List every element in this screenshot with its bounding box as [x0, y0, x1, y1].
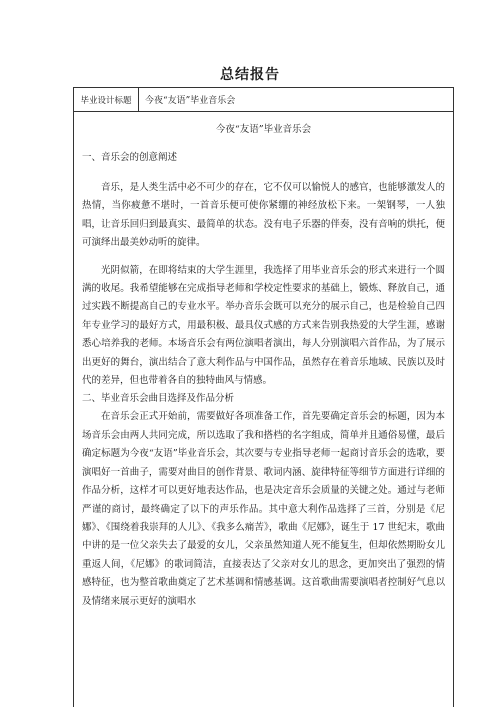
report-table [73, 87, 454, 707]
paragraph: 音乐，是人类生活中必不可少的存在，它不仅可以愉悦人的感官，也能够激发人的热情，当你疲惫不堪时，一首音乐便可使你紧绷的神经放松下来。一架钢琴，一人独唱，让音乐回归到最真实、最简单的状态。没有电子乐器的伴奏，没有音响的烘托，便可演绎出最美妙动听的旋律。 [82, 182, 445, 249]
paragraph: 光阴似箭，在即将结束的大学生涯里，我选择了用毕业音乐会的形式来进行一个圆满的收尾。我希望能够在完成指导老师和学校定性要求的基础上，锻炼、释放自己，通过实践不断提高自己的专业水平。举办音乐会既可以充分的展示自己，也是检验自己四年专业学习的最好方式，用最积极、最具仪式感的方式来告别我热爱的大学生涯，感谢悉心培养我的老师。本场音乐会有两位演唱者演出，每人分别演唱六首作品，为了展示出更好的舞台，演出结合了意大利作品与中国作品，虽然存在着音乐地域、民族以及时代的差异，但也带着各自的独特曲风与情感。 [82, 264, 445, 387]
content-area [74, 121, 453, 611]
title-value: 今夜“友语”毕业音乐会 [145, 96, 236, 106]
content-title: 今夜“友语”毕业音乐会 [215, 124, 312, 135]
paragraph: 在音乐会正式开始前，需要做好各项准备工作，首先要确定音乐会的标题，因为本场音乐会由两人共同完成，所以选取了我和搭档的名字组成，简单并且通俗易懂，最后确定标题为今夜“友语”毕业音乐会，其次要与专业指导老师一起商讨音乐会的选歌，要演唱好一首曲子，需要对曲目的创作背景、歌词内涵、旋律特征等细节方面进行详细的作品分析，这样才可以更好地表达作品，也是决定音乐会质量的关键之处。通过与老师严谨的商讨，最终确定了以下的声乐作品。其中意大利作品选择了三首，分别是《尼娜》、《围绕着我崇拜的人儿》、《我多么痛苦》，歌曲《尼娜》，诞生于 17 世纪末，歌曲中讲的是一位父亲失去了最爱的女儿，父亲虽然知道人死不能复生，但却依然期盼女儿重返人间，《尼娜》的歌词简洁，直接表达了父亲对女儿的思念，更加突出了强烈的情感特征，也为整首歌曲奠定了艺术基调和情感基调。这首歌曲需要演唱者控制好气息以及情绪来展示更好的演唱水 [82, 411, 445, 607]
page-title: 总结报告 [220, 67, 280, 83]
title-label: 毕业设计标题 [74, 88, 139, 111]
section-heading-creative: 一、音乐会的创意阐述 [82, 152, 178, 163]
section-heading-repertoire: 二、毕业音乐会曲目选择及作品分析 [82, 393, 235, 405]
title-row [74, 88, 453, 112]
